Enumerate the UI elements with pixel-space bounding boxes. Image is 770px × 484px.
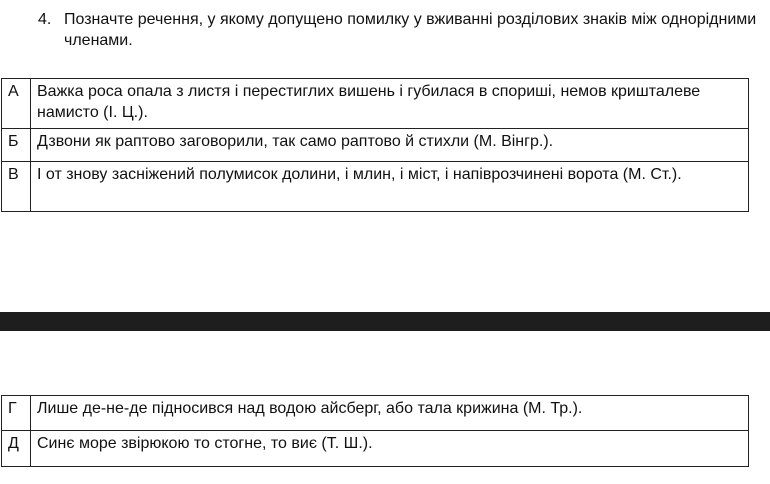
answer-option-d[interactable] (2, 431, 749, 467)
option-text: Дзвони як раптово заговорили, так само раптово й стихли (М. Вінгр.). (31, 129, 749, 162)
option-letter: Г (2, 396, 31, 431)
option-text: Важка роса опала з листя і перестиглих вишень і губилася в спориші, немов кришталеве намисто (І. Ц.). (31, 79, 749, 129)
option-letter: В (2, 162, 31, 212)
answer-options-table-top (1, 78, 749, 212)
option-letter: Б (2, 129, 31, 162)
question-number: 4. (38, 11, 52, 28)
answer-option-v[interactable] (2, 162, 749, 212)
answer-options-table-bottom (1, 395, 749, 467)
option-text: І от знову засніжений полумисок долини, і млин, і міст, і напіврозчинені ворота (М. Ст.). (31, 162, 749, 212)
question (38, 9, 763, 51)
question-text: Позначте речення, у якому допущено помилку у вживанні розділових знаків між однорідними членами. (64, 11, 757, 49)
option-text: Лише де-не-де підносився над водою айсберг, або тала крижина (М. Тр.). (31, 396, 749, 431)
option-letter: А (2, 79, 31, 129)
answer-option-g[interactable] (2, 396, 749, 431)
option-text: Синє море звірюкою то стогне, то виє (Т. Ш.). (31, 431, 749, 467)
answer-option-a[interactable] (2, 79, 749, 129)
option-letter: Д (2, 431, 31, 467)
answer-option-b[interactable] (2, 129, 749, 162)
divider-bar (0, 312, 770, 331)
